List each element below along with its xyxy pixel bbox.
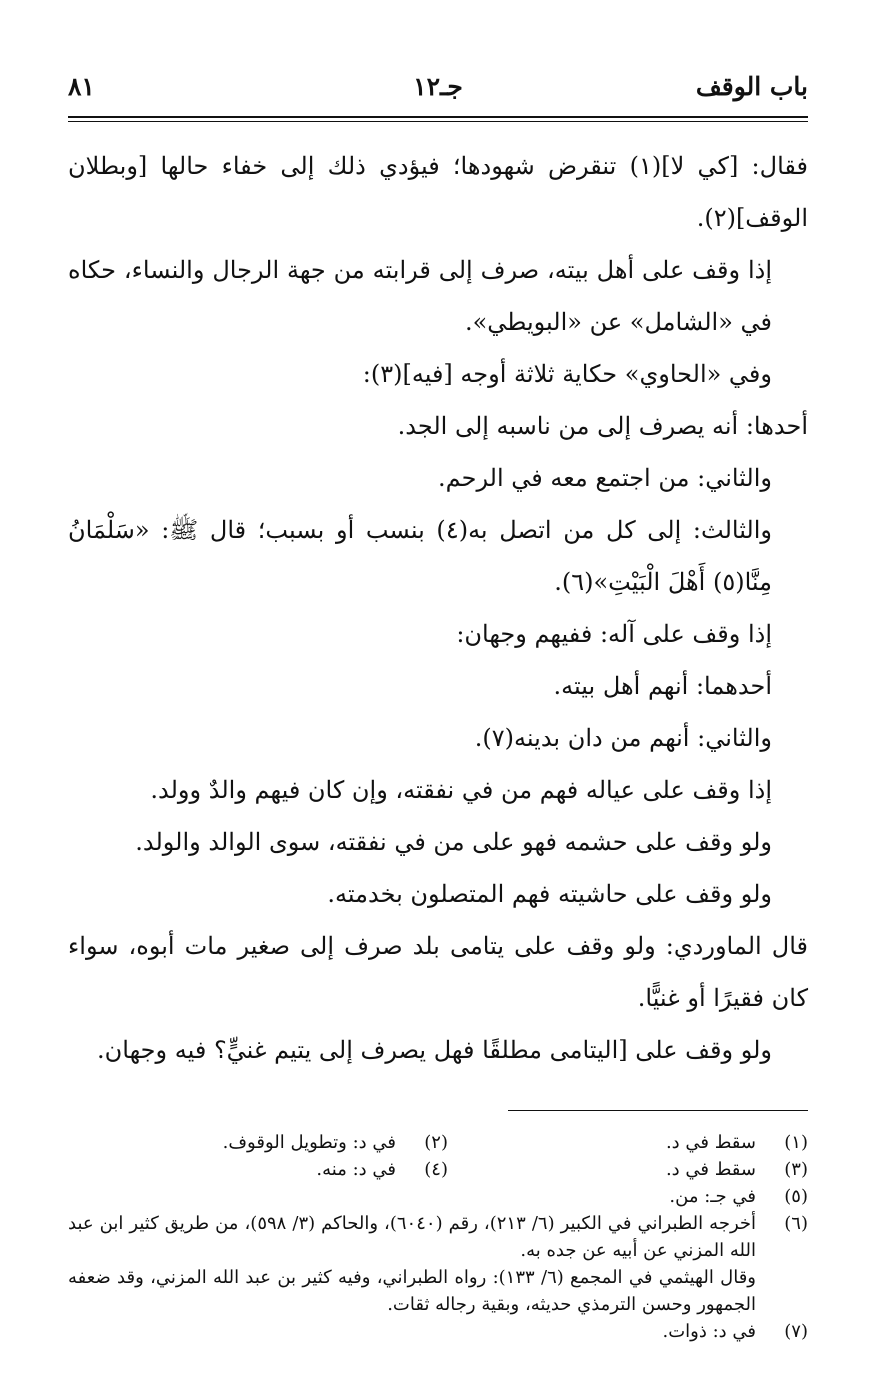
header-rule-thin — [68, 121, 808, 122]
book-page — [68, 72, 808, 1345]
footnote-text: في د: منه. — [316, 1159, 396, 1180]
footnote-text-block — [68, 1210, 756, 1318]
chapter-title: باب الوقف — [695, 72, 808, 101]
paragraph: ولو وقف على حشمه فهو على من في نفقته، سوى الوالد والولد. — [135, 828, 772, 856]
footnotes — [68, 1129, 808, 1345]
paragraph: وفي «الحاوي» حكاية ثلاثة أوجه [فيه](٣): — [362, 360, 772, 388]
footnote-text: في د: ذوات. — [662, 1321, 756, 1342]
paragraph: قال الماوردي: ولو وقف على يتامى بلد صرف إلى صغير مات أبوه، سواء كان فقيرًا أو غنيًّا. — [68, 932, 808, 1012]
footnote-row — [68, 1129, 808, 1156]
main-text — [68, 140, 808, 1076]
footnote-number: (٤) — [424, 1159, 448, 1180]
paragraph: إذا وقف على أهل بيته، صرف إلى قرابته من جهة الرجال والنساء، حكاه في «الشامل» عن «البويطي». — [68, 256, 772, 336]
footnote-text: أخرجه الطبراني في الكبير (٦/ ٢١٣)، رقم (٦٠٤٠)، والحاكم (٣/ ٥٩٨)، من طريق كثير ابن عبد الله المزني عن أبيه عن جده به. — [68, 1213, 757, 1261]
paragraph: ولو وقف على حاشيته فهم المتصلون بخدمته. — [327, 880, 772, 908]
footnote-number: (١) — [784, 1132, 808, 1153]
footnote-text: في جـ: من. — [669, 1186, 756, 1207]
page-header — [68, 72, 808, 112]
header-rule-thick — [68, 116, 808, 118]
paragraph: أحدهما: أنهم أهل بيته. — [553, 672, 772, 700]
paragraph: والثالث: إلى كل من اتصل به(٤) بنسب أو بسبب؛ قال ﷺ: «سَلْمَانُ مِنَّا(٥) أَهْلَ الْبَيْتِ»(٦). — [68, 516, 773, 596]
footnote-6 — [68, 1210, 808, 1318]
footnote-text: سقط في د. — [665, 1132, 756, 1153]
footnote-1 — [448, 1129, 808, 1156]
footnote-number: (٢) — [424, 1132, 448, 1153]
volume-number: جـ١٢ — [413, 72, 463, 101]
footnote-text: في د: وتطويل الوقوف. — [222, 1132, 396, 1153]
paragraph: والثاني: من اجتمع معه في الرحم. — [438, 464, 772, 492]
paragraph: إذا وقف على عياله فهم من في نفقته، وإن كان فيهم والدٌ وولد. — [150, 776, 772, 804]
footnote-number: (٣) — [784, 1159, 808, 1180]
footnote-2 — [88, 1129, 448, 1156]
footnote-row — [68, 1156, 808, 1183]
paragraph: أحدها: أنه يصرف إلى من ناسبه إلى الجد. — [397, 412, 808, 440]
footnote-5 — [68, 1183, 808, 1210]
footnote-7 — [68, 1318, 808, 1345]
page-number: ٨١ — [68, 72, 95, 101]
footnote-3 — [448, 1156, 808, 1183]
footnote-number: (٥) — [784, 1186, 808, 1207]
footnote-text: سقط في د. — [665, 1159, 756, 1180]
paragraph: والثاني: أنهم من دان بدينه(٧). — [474, 724, 772, 752]
footnote-separator — [508, 1110, 808, 1111]
paragraph: إذا وقف على آله: ففيهم وجهان: — [456, 620, 772, 648]
footnote-4 — [88, 1156, 448, 1183]
paragraph: ولو وقف على [اليتامى مطلقًا فهل يصرف إلى يتيم غنيٍّ؟ فيه وجهان. — [97, 1036, 772, 1064]
footnote-number: (٧) — [784, 1321, 808, 1342]
paragraph: فقال: [كي لا](١) تنقرض شهودها؛ فيؤدي ذلك إلى خفاء حالها [وبطلان الوقف](٢). — [68, 152, 809, 232]
footnote-text: وقال الهيثمي في المجمع (٦/ ١٣٣): رواه الطبراني، وفيه كثير بن عبد الله المزني، وقد ضعفه الجمهور وحسن الترمذي حديثه، وبقية رجاله ثقات. — [68, 1267, 756, 1315]
footnote-number: (٦) — [784, 1213, 808, 1234]
